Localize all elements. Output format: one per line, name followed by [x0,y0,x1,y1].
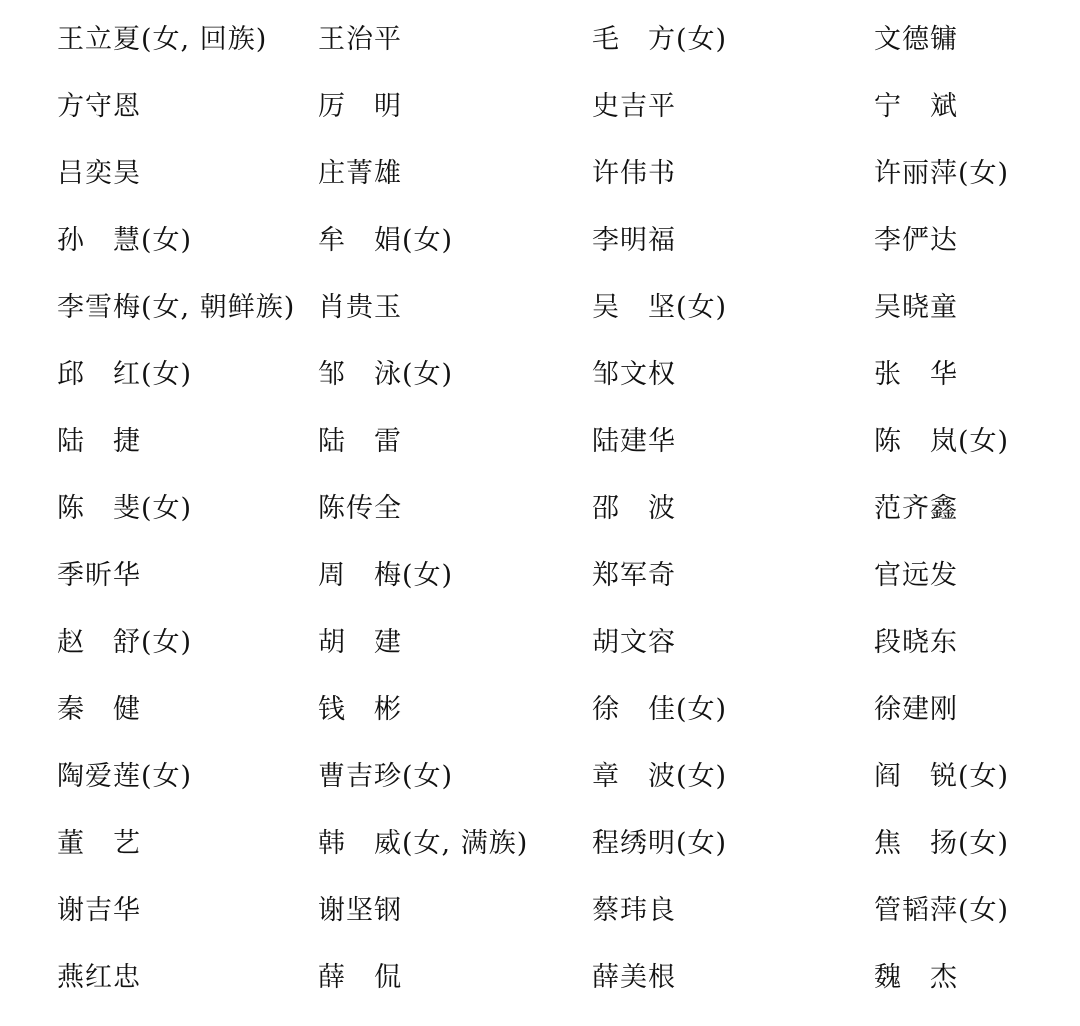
name-entry: 陈 斐(女) [57,493,193,524]
name-entry: 章 波(女) [592,761,728,792]
name-entry: 徐建刚 [874,694,958,725]
name-row [0,274,1080,341]
name-entry: 魏 杰 [874,962,958,993]
name-entry: 官远发 [874,560,958,591]
name-entry: 吴 坚(女) [592,292,728,323]
name-entry: 陶爱莲(女) [57,761,193,792]
name-entry: 许伟书 [592,158,676,189]
name-row [0,207,1080,274]
name-entry: 赵 舒(女) [57,627,193,658]
name-entry: 燕红忠 [57,962,141,993]
name-entry: 谢坚钢 [318,895,402,926]
name-entry: 陆 捷 [57,426,141,457]
name-entry: 吴晓童 [874,292,958,323]
name-row [0,6,1080,73]
name-entry: 吕奕昊 [57,158,141,189]
name-entry: 肖贵玉 [318,292,402,323]
name-entry: 薛美根 [592,962,676,993]
name-entry: 王治平 [318,24,402,55]
name-row [0,743,1080,810]
name-entry: 李明福 [592,225,676,256]
name-entry: 薛 侃 [318,962,402,993]
name-entry: 陆建华 [592,426,676,457]
name-entry: 庄菁雄 [318,158,402,189]
name-entry: 程绣明(女) [592,828,728,859]
name-entry: 方守恩 [57,91,141,122]
name-entry: 邵 波 [592,493,676,524]
name-entry: 邹文权 [592,359,676,390]
name-row [0,676,1080,743]
name-entry: 管韬萍(女) [874,895,1010,926]
name-entry: 厉 明 [318,91,402,122]
name-entry: 曹吉珍(女) [318,761,454,792]
name-entry: 蔡玮良 [592,895,676,926]
name-row [0,341,1080,408]
name-row [0,810,1080,877]
name-entry: 王立夏(女, 回族) [57,24,268,55]
name-entry: 孙 慧(女) [57,225,193,256]
name-entry: 范齐鑫 [874,493,958,524]
name-entry: 文德镛 [874,24,958,55]
name-entry: 周 梅(女) [318,560,454,591]
name-entry: 张 华 [874,359,958,390]
name-row [0,542,1080,609]
name-row [0,609,1080,676]
name-row [0,408,1080,475]
name-entry: 阎 锐(女) [874,761,1010,792]
name-entry: 李俨达 [874,225,958,256]
name-entry: 毛 方(女) [592,24,728,55]
name-entry: 宁 斌 [874,91,958,122]
name-entry: 陆 雷 [318,426,402,457]
name-entry: 邹 泳(女) [318,359,454,390]
name-entry: 陈传全 [318,493,402,524]
name-entry: 秦 健 [57,694,141,725]
name-entry: 韩 威(女, 满族) [318,828,529,859]
name-entry: 胡 建 [318,627,402,658]
name-entry: 段晓东 [874,627,958,658]
name-row [0,73,1080,140]
name-entry: 邱 红(女) [57,359,193,390]
name-entry: 史吉平 [592,91,676,122]
name-row [0,877,1080,944]
name-entry: 李雪梅(女, 朝鲜族) [57,292,296,323]
name-entry: 钱 彬 [318,694,402,725]
name-entry: 许丽萍(女) [874,158,1010,189]
name-row [0,475,1080,542]
name-entry: 胡文容 [592,627,676,658]
name-entry: 焦 扬(女) [874,828,1010,859]
name-entry: 董 艺 [57,828,141,859]
name-entry: 徐 佳(女) [592,694,728,725]
name-entry: 牟 娟(女) [318,225,454,256]
name-row [0,140,1080,207]
name-entry: 陈 岚(女) [874,426,1010,457]
name-row [0,944,1080,1011]
name-entry: 郑军奇 [592,560,676,591]
name-entry: 季昕华 [57,560,141,591]
name-entry: 谢吉华 [57,895,141,926]
